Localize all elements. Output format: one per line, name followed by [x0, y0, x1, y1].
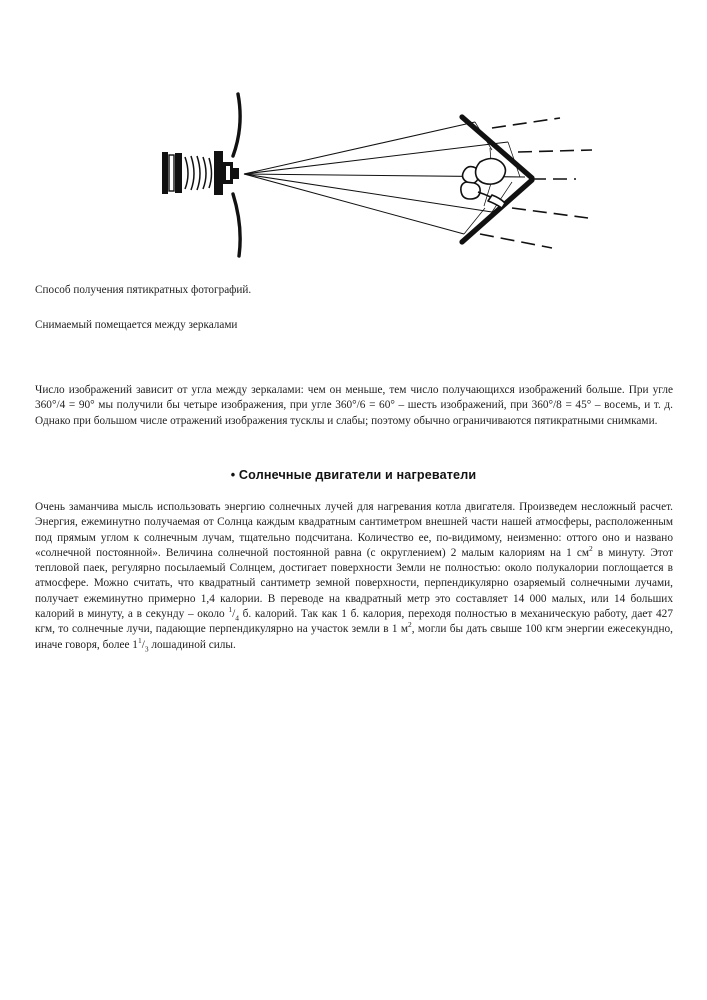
section-heading-solar-engines: • Солнечные двигатели и нагреватели — [230, 468, 477, 482]
person-lap — [461, 182, 480, 199]
camera-back-frame — [169, 155, 174, 191]
fraction-numerator: 1 — [137, 635, 142, 645]
camera-back-plate — [162, 152, 168, 194]
solar-text-segment-3: б. калорий. Так как 1 б. калория, переходя полностью в механическую работу, дает 427 кгм, то солнечные лучи, падающие перпендикулярно на участок земли в 1 м — [35, 608, 673, 636]
seated-person — [461, 159, 506, 209]
paragraph-mirrors: Число изображений зависит от угла между зеркалами: чем он меньше, тем число получающихся изображений больше. При угле 360°/4 = 90° мы получили бы четыре изображения, при угле 360°/6 = 60° – шесть изображений, при 360°/8 = 45° – восемь, и т. д. Однако при большом числе отражений изображения тусклы и слабы; поэтому обычно ограничиваются пятикратными снимками. — [35, 384, 673, 427]
superscript-square-cm: 2 — [589, 544, 593, 554]
camera-bellows — [185, 156, 212, 190]
fraction-one-quarter — [228, 605, 239, 623]
fraction-one-third — [137, 635, 149, 653]
solar-text-segment-1: Очень заманчива мысль использовать энергию солнечных лучей для нагревания котла двигателя. Произведем несложный расчет. Энергия, ежеминутно получаемая от Солнца каждым квадратным сантиметром внешней части нашей атмосферы, расположенным под прямым углом к солнечным лучам, тщательно подсчитана. Количество ее, по-видимому, неизменно: оттого оно и названо «солнечной постоянной». Величина солнечной постоянной равна (с округлением) 2 малым калориям на 1 см — [35, 501, 673, 559]
figure-caption-method: Способ получения пятикратных фотографий. — [35, 284, 252, 296]
camera-lens-glass — [226, 166, 230, 180]
camera-standard — [175, 153, 182, 193]
paragraph-solar — [35, 500, 673, 653]
fraction-slash: / — [141, 638, 145, 651]
fraction-denominator: 3 — [144, 643, 149, 653]
solar-text-segment-5: лошадиной силы. — [148, 638, 236, 651]
diagram-canvas — [140, 82, 685, 272]
solar-text-segment-2: в минуту. Этот тепловой паек, регулярно посылаемый Солнцем, достигает поверхности Земли не полностью: около полукалории поглощается в атмосфере. Можно считать, что квадратный сантиметр земной поверхности, перпендикулярно озаряемый солнечными лучами, получает ежеминутно примерно 1,4 калории. В переводе на квадратный метр это составляет 14 000 малых, или 14 больших калорий в минуту, а в секунду – около — [35, 546, 674, 621]
fraction-slash: / — [232, 608, 236, 621]
bellows-camera — [162, 151, 239, 195]
solar-text-segment-4: , могли бы дать свыше 100 кгм энергии ежесекундно, иначе говоря, более 1 — [35, 623, 673, 651]
person-torso — [476, 159, 506, 185]
camera-lens-hood — [233, 168, 239, 179]
fraction-denominator: 4 — [235, 613, 239, 623]
fraction-numerator: 1 — [228, 605, 233, 615]
mirror-photography-diagram — [140, 82, 685, 272]
figure-caption-subject: Снимаемый помещается между зеркалами — [35, 319, 238, 331]
superscript-square-m: 2 — [408, 620, 412, 630]
camera-front-standard — [214, 151, 223, 195]
